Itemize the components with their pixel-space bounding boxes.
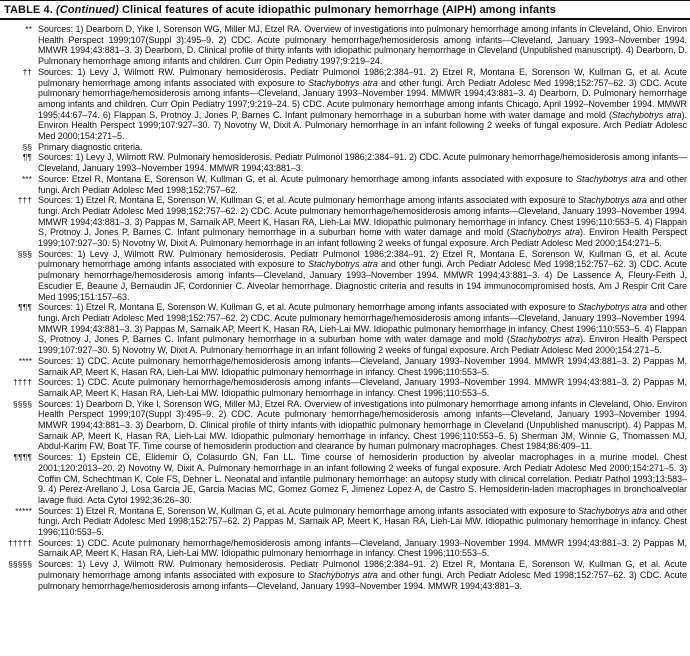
table-title-rest: Clinical features of acute idiopathic pulmonary hemorrhage (AIPH) among infants [118,4,556,16]
table-title-continued: (Continued) [56,4,119,16]
table-title-bar [0,0,690,20]
footnote-row [2,302,687,356]
footnote-text: Sources: 1) Dearborn D, Yike I, Sorenson WG, Miller MJ, Etzel RA. Overview of investigations into pulmonary hemorrhage among infants in Cleveland, Ohio. Environ Health Perspect 1999;107(Suppl 3):495–9. 2) CDC. Acute pulmonary hemorrhage/hemosiderosis among infants—Cleveland, January 1993–November 1994. MMWR 1994;43:881–3. 3) Dearborn, D. Clinical profile of thirty infants with idiopathic pulmonary hemorrhage in Cleveland (Unpublished manuscript). 4) Dearborn, D. Pulmonary hemorrhage among infants and children. Curr Opin Pediatry 1997;9:219–24. [38,24,687,67]
footnote-marker: *** [21,173,32,184]
footnote-text: Sources: 1) CDC. Acute pulmonary hemorrhage/hemosiderosis among infants—Cleveland, January 1993–November 1994. MMWR 1994;43:881–3. 2) Pappas M, Sarnaik AP, Meert K, Hasan RA, Lieh-Lai MW. Idiopathic pulmonary hemorrhage in infancy. Chest 1996;110:553–5. [38,537,687,559]
footnote-marker: §§§ [17,248,32,259]
footnote-marker: ††††† [8,537,32,548]
footnote-marker: **** [18,355,32,366]
footnote-marker: §§§§§ [8,559,32,570]
footnote-marker: †† [22,66,32,77]
footnote-row [2,538,687,559]
footnote-row [2,506,687,538]
footnote-row [2,24,687,67]
footnote-row [2,195,687,249]
footnote-row [2,399,687,453]
footnote-row [2,67,687,142]
footnotes [0,20,690,591]
footnote-text: Sources: 1) Levy J, Wilmott RW. Pulmonary hemosiderosis. Pediatr Pulmonol 1986;2:384–91. 2) Etzel R, Montana E, Sorenson W, Kullman G, et al. Acute pulmonary hemorrhage among infants associated with exposure to Stachybotrys atra and other fungi. Arch Pediatr Adolesc Med 1998;152:757–62. 3) CDC. Acute pulmonary hemorrhage/hemosiderosis among infants—Cleveland, January 1993–November 1994. MMWR 1994;43:881–3. 4) Dearborn, D. Pulmonary hemorrhage among infants and children. Curr Opin Pediatry 1997;9:219–24. 5) CDC. Acute pulmonary hemorrhage among infants Chicago, April 1992–November 1994. MMWR 1995;44:67–74. 6) Flappan S, Protnoy J, Jones P, Barnes C. Infant pulmonary hemorrhage in a suburban home with water damage and mold (Stachybotrys atra). Environ Health Perspect 1999;107:927–30. 7) Novotny W, Dixit A. Pulmonary hemorrhage in an infant following 2 weeks of fungal exposure. Arch Pediatr Adolesc Med 2000;154:271–5. [38,66,687,142]
footnote-row [2,142,687,153]
footnote-marker: ***** [15,505,32,516]
footnote-row [2,377,687,398]
footnote-row [2,559,687,591]
footnote-marker: ** [25,24,32,34]
footnote-marker: †††† [12,377,32,388]
footnote-marker: ††† [17,195,32,206]
footnote-marker: §§§§ [12,398,32,409]
footnote-text: Sources: 1) Levy J, Wilmott RW. Pulmonary hemosiderosis. Pediatr Pulmonol 1986;2:384–91. 2) Etzel R, Montana E, Sorenson W, Kullman G, et al. Acute pulmonary hemorrhage among infants associated with exposure to Stachybotrys atra and other fungi. Arch Pediatr Adolesc Med 1998;152:757–62. 3) CDC. Acute pulmonary hemorrhage/hemosiderosis among infants—Cleveland, January 1993–November 1994. MMWR 1994;43:881–3. 4) De Lassence A, Fleury-Feith J, Escudier E, Beaune J, Bernaudin JF, Cordonnier C. Alveolar hemorrhage. Diagnostic criteria and results in 194 immunocompromised hosts. Am J Respir Crit Care Med 1995;151:157–63. [38,248,687,302]
footnote-text: Sources: 1) CDC. Acute pulmonary hemorrhage/hemosiderosis among infants—Cleveland, January 1993–November 1994. MMWR 1994;43:881–3. 2) Pappas M, Sarnaik AP, Meert K, Hasan RA, Lieh-Lai MW. Idiopathic pulmonary hemorrhage in infancy. Chest 1996;110:553–5. [38,377,687,398]
footnote-row [2,249,687,303]
footnote-marker: §§ [22,141,32,152]
footnote-row [2,152,687,173]
table-title-prefix: TABLE 4. [4,4,57,16]
table-title [4,4,686,16]
footnote-marker: ¶¶¶ [18,302,32,313]
footnote-text: Sources: 1) CDC. Acute pulmonary hemorrhage/hemosiderosis among infants—Cleveland, January 1993–November 1994. MMWR 1994;43:881–3. 2) Pappas M, Sarnaik AP, Meert K, Hasan RA, Lieh-Lai MW. Idiopathic pulmonary hemorrhage in infancy. Chest 1996;110:553–5. [38,355,687,377]
footnote-text: Sources: 1) Etzel R, Montana E, Sorenson W, Kullman G, et al. Acute pulmonary hemorrhage among infants associated with exposure to Stachybotrys atra and other fungi. Arch Pediatr Adolesc Med 1998;152:757–62. 2) CDC. Acute pulmonary hemorrhage/hemosiderosis among infants—Cleveland, January 1993–November 1994. MMWR 1994;43:881–3. 3) Pappas M, Sarnaik AP, Meert K, Hasan RA, Lieh-Lai MW. Idiopathic pulmonary hemorrhage in infancy. Chest 1996;110:553–5. 4) Flappan S, Protnoy J, Jones P, Barnes C. Infant pulmonary hemorrhage in a suburban home with water damage and mold (Stachybotrys atra). Environ Health Perspect 1999;107:927–30. 5) Novotny W, Dixit A. Pulmonary hemorrhage in an infant following 2 weeks of fungal exposure. Arch Pediatr Adolesc Med 2000;154:271–5. [38,302,687,356]
footnote-row [2,174,687,195]
footnote-marker: ¶¶ [22,152,32,163]
footnote-text: Sources: 1) Etzel R, Montana E, Sorenson W, Kullman G, et al. Acute pulmonary hemorrhage among infants associated with exposure to Stachybotrys atra and other fungi. Arch Pediatr Adolesc Med 1998;152:757–62. 2) CDC. Acute pulmonary hemorrhage/hemosiderosis among infants—Cleveland, January 1993–November 1994. MMWR 1994;43:881–3. 3) Pappas M, Sarnaik AP, Meert K, Hasan RA, Lieh-Lai MW. Idiopathic pulmonary hemorrhage in infancy. Chest 1996;110:553–5. 4) Flappan S, Protnoy J, Jones P, Barnes C. Infant pulmonary hemorrhage in a suburban home with water damage and mold (Stachybotrys atra). Environ Health Perspect 1999;107:927–30. 5) Novotny W, Dixit A. Pulmonary hemorrhage in an infant following 2 weeks of fungal exposure. Arch Pediatr Adolesc Med 2000;154:271–5. [38,195,687,249]
footnote-text: Sources: 1) Epstein CE, Elidemir O, Colasurdo GN, Fan LL. Time course of hemosiderin production by alveolar macrophages in a murine model. Chest 2001;120:2013–20. 2) Novotny W, Dixit A. Pulmonary hemorrhage in an infant following 2 weeks of fungal exposure. Arch Pediatr Adolesc Med 2000;154:271–5. 3) Coffin CM, Schechtman K, Cole FS, Dehner L. Neonatal and infantile pulmonary hemorrhage: an autopsy study with clinical correlation. Pediatr Pathol 1993;13:583–9. 4) Perez-Arellano J, Losa Garcia JE, Garcia Macias MC, Gomez Gomez F, Jimenez Lopez A, de Castro S. Hemosiderin-laden macrophages in bronchoalveolar lavage fluid. Acta Cytol 1992;36:26–30. [38,452,687,505]
footnote-text: Sources: 1) Levy J, Wilmott RW. Pulmonary hemosiderosis. Pediatr Pulmonol 1986;2:384–91. 2) Etzel R, Montana E, Sorenson W, Kullman G, et al. Acute pulmonary hemorrhage among infants associated with exposure to Stachybotrys atra and other fungi. Arch Pediatr Adolesc Med 1998;152:757–62. 3) CDC. Acute pulmonary hemorrhage/hemosiderosis among infants—Cleveland, January 1993–November 1994. MMWR 1994;43:881–3. [38,559,687,591]
footnote-row [2,356,687,377]
footnote-text: Sources: 1) Levy J, Wilmott RW. Pulmonary hemosiderosis. Pediatr Pulmonol 1986;2:384–91. 2) CDC. Acute pulmonary hemorrhage/hemosiderosis among infants—Cleveland, January 1993–November 1994. MMWR 1994;43:881–3. [38,152,687,174]
footnote-marker: ¶¶¶¶ [13,452,32,463]
footnote-text: Source: Etzel R, Montana E, Sorenson W, Kullman G, et al. Acute pulmonary hemorrhage among infants associated with exposure to Stachybotrys atra and other fungi. Arch Pediatr Adolesc Med 1998;152:757–62. [38,173,687,195]
footnote-text: Sources: 1) Etzel R, Montana E, Sorenson W, Kullman G, et al. Acute pulmonary hemorrhage among infants associated with exposure to Stachybotrys atra and other fungi. Arch Pediatr Adolesc Med 1998;152:757–62. 2) Pappas M, Sarnaik AP, Meert K, Hasan RA, Lieh-Lai MW. Idiopathic pulmonary hemorrhage in infancy. Chest 1996;110:553–5. [38,505,687,538]
footnote-row [2,452,687,506]
footnote-text: Sources: 1) Dearborn D, Yike I, Sorenson WG, Miller MJ, Etzel RA. Overview of investigations into pulmonary hemorrhage among infants in Cleveland, Ohio. Environ Health Perspect 1999;107(Suppl 3):495–9. 2) CDC. Acute pulmonary hemorrhage/hemosiderosis among infants—Cleveland, January 1993–November 1994. MMWR 1994;43:881–3. 3) Dearborn, D. Clinical profile of thirty infants with idiopathic pulmonary hemorrhage in Cleveland (Unpublished manuscript). 4) Pappas M, Sarnaik AP, Meert K, Hasan RA, Lieh-Lai MW. Idiopathic pulmonary hemorrhage in infancy. Chest 1996;110:553–5. 5) Sherman JM, Winnie G, Thomassen MJ, Abdul-Karim FW, Boat TF. Time course of hemosiderin production and clearance by human pulmonary macrophages. Chest 1984;86:409–11. [38,398,687,452]
footnote-text: Primary diagnostic criteria. [38,141,143,152]
